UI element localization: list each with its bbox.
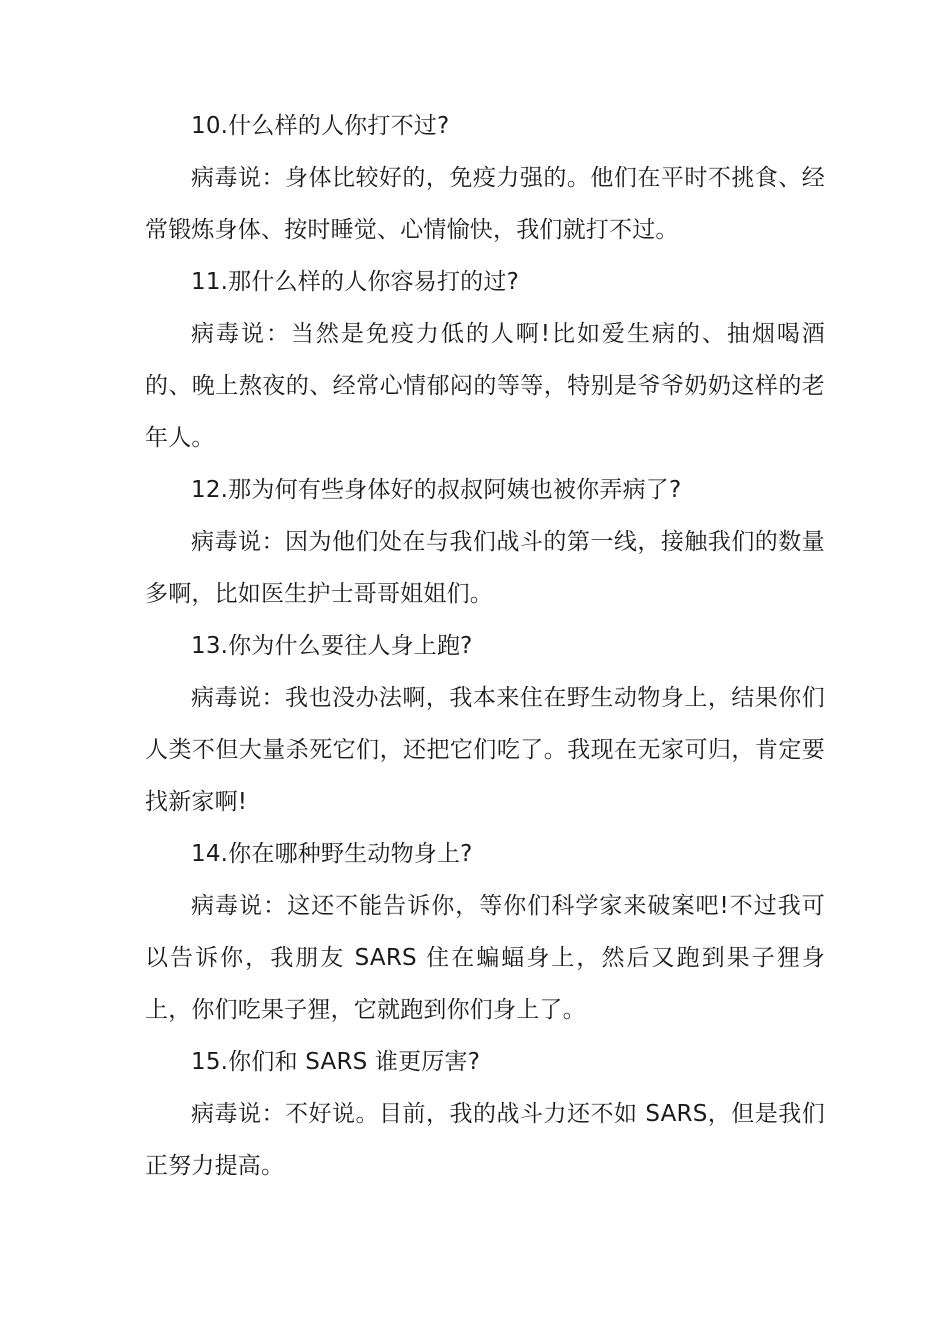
answer-15: 病毒说：不好说。目前，我的战斗力还不如 SARS，但是我们正努力提高。 (145, 1101, 825, 1179)
answer-12: 病毒说：因为他们处在与我们战斗的第一线，接触我们的数量多啊，比如医生护士哥哥姐姐们。 (145, 529, 825, 607)
question-11: 11.那什么样的人你容易打的过? (191, 269, 519, 295)
question-10: 10.什么样的人你打不过? (191, 113, 450, 139)
question-14: 14.你在哪种野生动物身上? (191, 841, 473, 867)
answer-13: 病毒说：我也没办法啊，我本来住在野生动物身上，结果你们人类不但大量杀死它们，还把它们吃了。我现在无家可归，肯定要找新家啊! (145, 685, 825, 815)
answer-10: 病毒说：身体比较好的，免疫力强的。他们在平时不挑食、经常锻炼身体、按时睡觉、心情愉快，我们就打不过。 (145, 165, 825, 243)
question-15: 15.你们和 SARS 谁更厉害? (191, 1049, 481, 1075)
answer-14: 病毒说：这还不能告诉你，等你们科学家来破案吧!不过我可以告诉你，我朋友 SARS 住在蝙蝠身上，然后又跑到果子狸身上，你们吃果子狸，它就跑到你们身上了。 (145, 893, 825, 1023)
answer-11: 病毒说：当然是免疫力低的人啊!比如爱生病的、抽烟喝酒的、晚上熬夜的、经常心情郁闷的等等，特别是爷爷奶奶这样的老年人。 (145, 321, 825, 451)
question-12: 12.那为何有些身体好的叔叔阿姨也被你弄病了? (191, 477, 682, 503)
question-13: 13.你为什么要往人身上跑? (191, 633, 473, 659)
document-page (145, 100, 825, 1192)
